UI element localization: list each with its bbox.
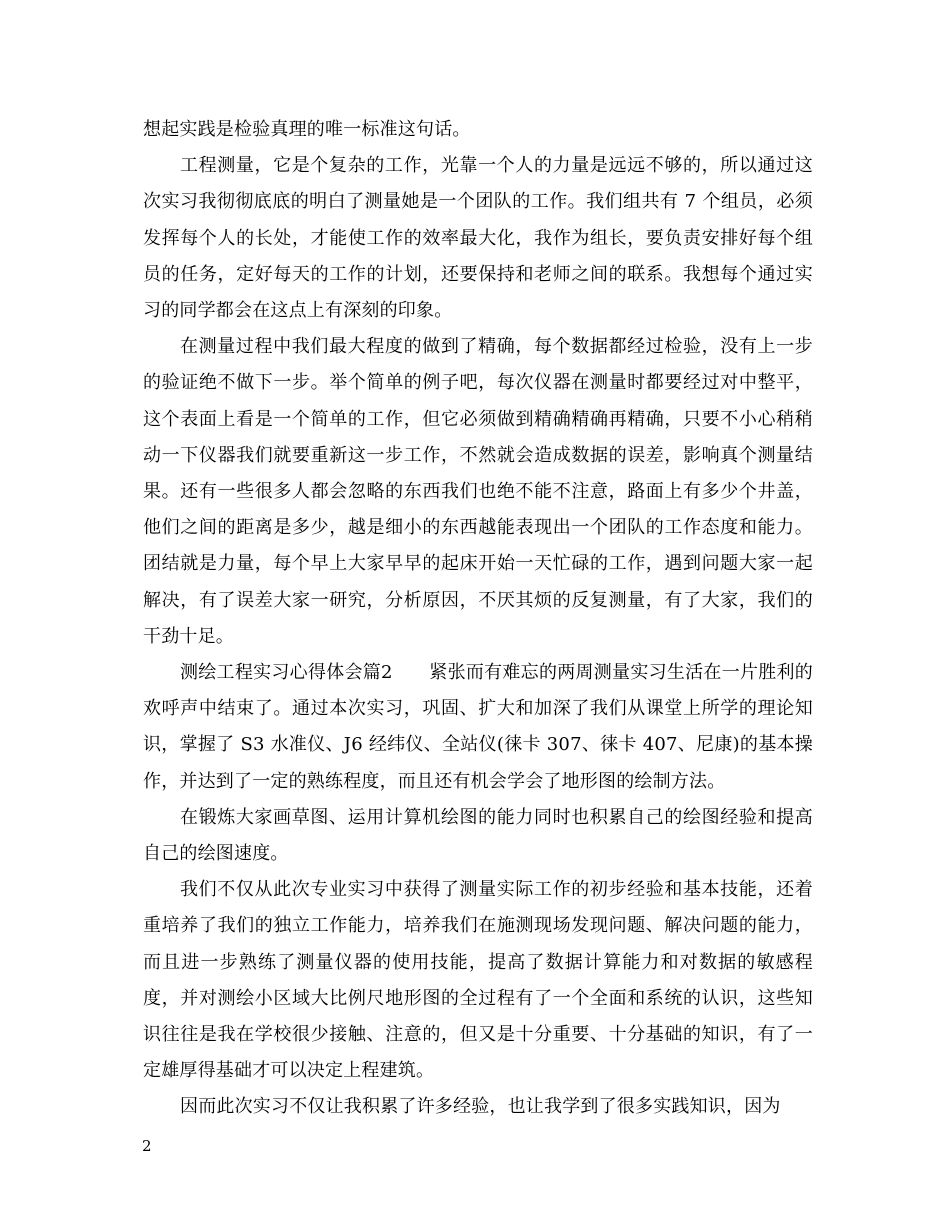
paragraph-article-2-intro: 测绘工程实习心得体会篇2 紧张而有难忘的两周测量实习生活在一片胜利的欢呼声中结束了。通过本次实习，巩固、扩大和加深了我们从课堂上所学的理论知识，掌握了 S3 水准仪、J6 经纬仪、全站仪(徕卡 307、徕卡 407、尼康)的基本操作，并达到了一定的熟练程度，而且还有机会学会了地形图的绘制方法。	[143, 662, 813, 792]
paragraph-continuation: 想起实践是检验真理的唯一标准这句话。	[143, 119, 471, 140]
body-text	[143, 112, 813, 1126]
page-number: 2	[142, 1137, 152, 1155]
paragraph-practical-experience: 我们不仅从此次专业实习中获得了测量实际工作的初步经验和基本技能，还着重培养了我们的独立工作能力，培养我们在施测现场发现问题、解决问题的能力，而且进一步熟练了测量仪器的使用技能，提高了数据计算能力和对数据的敏感程度，并对测绘小区域大比例尺地形图的全过程有了一个全面和系统的认识，这些知识往往是我在学校很少接触、注意的，但又是十分重要、十分基础的知识，有了一定雄厚得基础才可以决定上程建筑。	[143, 879, 813, 1082]
paragraph-precision: 在测量过程中我们最大程度的做到了精确，每个数据都经过检验，没有上一步的验证绝不做下一步。举个简单的例子吧，每次仪器在测量时都要经过对中整平，这个表面上看是一个简单的工作，但它必须做到精确精确再精确，只要不小心稍稍动一下仪器我们就要重新这一步工作，不然就会造成数据的误差，影响真个测量结果。还有一些很多人都会忽略的东西我们也绝不能不注意，路面上有多少个井盖，他们之间的距离是多少，越是细小的东西越能表现出一个团队的工作态度和能力。团结就是力量，每个早上大家早早的起床开始一天忙碌的工作，遇到问题大家一起解决，有了误差大家一研究，分析原因，不厌其烦的反复测量，有了大家，我们的干劲十足。	[143, 336, 813, 647]
paragraph-drawing-skills: 在锻炼大家画草图、运用计算机绘图的能力同时也积累自己的绘图经验和提高自己的绘图速度。	[143, 806, 813, 865]
paragraph-closing-partial: 因而此次实习不仅让我积累了许多经验，也让我学到了很多实践知识，因为	[180, 1096, 781, 1118]
paragraph-team-work: 工程测量，它是个复杂的工作，光靠一个人的力量是远远不够的，所以通过这次实习我彻彻底底的明白了测量她是一个团队的工作。我们组共有 7 个组员，必须发挥每个人的长处，才能使工作的效率最大化，我作为组长，要负责安排好每个组员的任务，定好每天的工作的计划，还要保持和老师之间的联系。我想每个通过实习的同学都会在这点上有深刻的印象。	[143, 155, 813, 322]
